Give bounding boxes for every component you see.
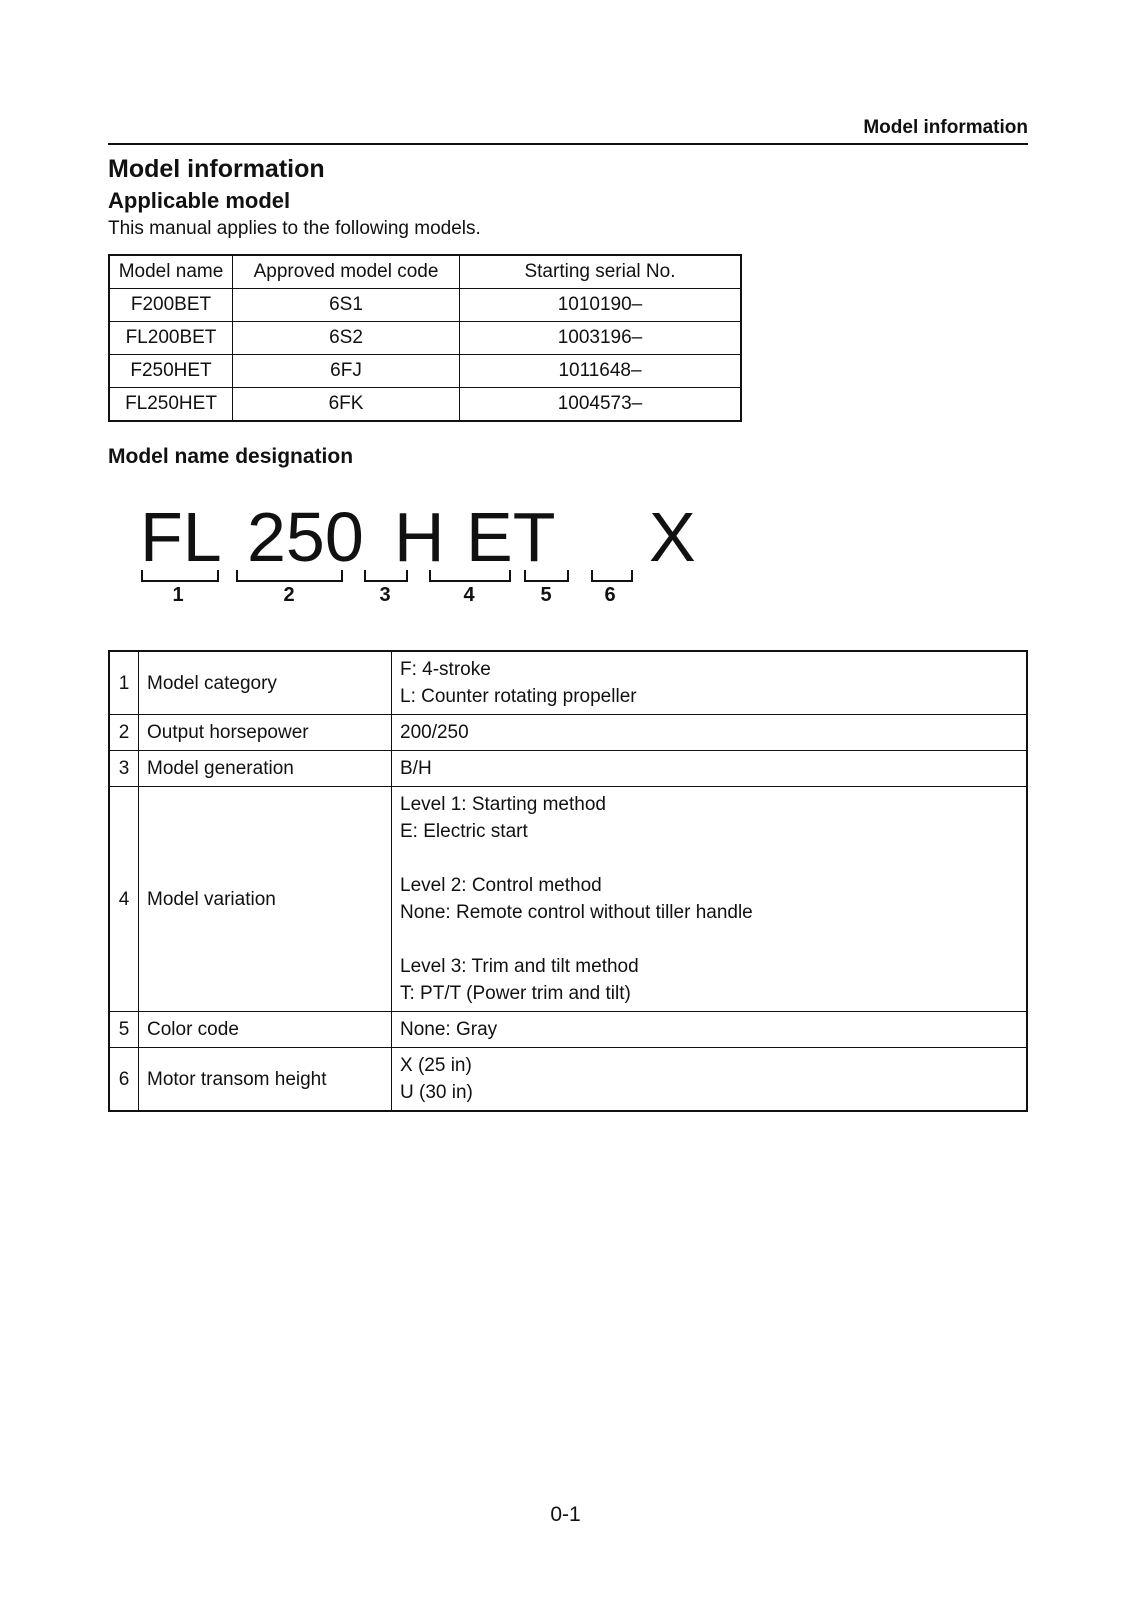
value-line: Level 2: Control method xyxy=(400,875,602,896)
cell: 6FJ xyxy=(233,355,460,388)
cell: 1011648– xyxy=(460,355,742,388)
cell: FL250HET xyxy=(109,388,233,422)
designation-part: 250 xyxy=(247,498,364,576)
table-row xyxy=(109,715,1027,751)
value-line: X (25 in) xyxy=(400,1055,472,1076)
bracket xyxy=(141,570,219,582)
applicable-model-heading: Applicable model xyxy=(108,188,291,213)
designation-part: X xyxy=(649,498,696,576)
cell: 1010190– xyxy=(460,289,742,322)
designation-number: 5 xyxy=(540,584,552,606)
value-line: U (30 in) xyxy=(400,1082,473,1103)
bracket xyxy=(524,570,569,582)
row-value: B/H xyxy=(392,751,1028,787)
running-header: Model information xyxy=(863,117,1028,138)
row-label: Model variation xyxy=(139,787,392,1012)
bracket xyxy=(364,570,408,582)
designation-part: H xyxy=(394,498,445,576)
cell: 1004573– xyxy=(460,388,742,422)
designation-part: FL xyxy=(140,498,222,576)
row-label: Model generation xyxy=(139,751,392,787)
table-row xyxy=(109,787,1027,1012)
row-label: Model category xyxy=(139,651,392,715)
column-header: Approved model code xyxy=(233,255,460,289)
cell: F250HET xyxy=(109,355,233,388)
designation-heading: Model name designation xyxy=(108,445,354,468)
value-line: T: PT/T (Power trim and tilt) xyxy=(400,983,631,1004)
intro-text: This manual applies to the following models. xyxy=(108,218,481,239)
table-row xyxy=(109,388,741,422)
designation-number: 4 xyxy=(463,584,475,606)
table-row xyxy=(109,289,741,322)
row-number: 5 xyxy=(109,1012,139,1048)
row-number: 2 xyxy=(109,715,139,751)
cell: 6S2 xyxy=(233,322,460,355)
cell: 1003196– xyxy=(460,322,742,355)
column-header: Model name xyxy=(109,255,233,289)
value-line: Level 1: Starting method xyxy=(400,794,606,815)
cell: 6S1 xyxy=(233,289,460,322)
bracket xyxy=(591,570,633,582)
row-number: 6 xyxy=(109,1048,139,1112)
row-label: Output horsepower xyxy=(139,715,392,751)
spacer xyxy=(400,845,1018,872)
row-label: Color code xyxy=(139,1012,392,1048)
row-value xyxy=(392,1048,1028,1112)
table-row xyxy=(109,1012,1027,1048)
table-row xyxy=(109,355,741,388)
table-row xyxy=(109,1048,1027,1112)
cell: FL200BET xyxy=(109,322,233,355)
cell: 6FK xyxy=(233,388,460,422)
value-line: Level 3: Trim and tilt method xyxy=(400,956,639,977)
row-number: 4 xyxy=(109,787,139,1012)
table-header-row xyxy=(109,255,741,289)
row-number: 1 xyxy=(109,651,139,715)
designation-number: 6 xyxy=(604,584,616,606)
header-rule xyxy=(108,143,1028,145)
row-value: 200/250 xyxy=(392,715,1028,751)
cell: F200BET xyxy=(109,289,233,322)
bracket xyxy=(236,570,343,582)
page-number: 0-1 xyxy=(550,1503,581,1526)
applicable-model-table xyxy=(108,254,742,422)
table-row xyxy=(109,651,1027,715)
row-label: Motor transom height xyxy=(139,1048,392,1112)
designation-table xyxy=(108,650,1028,1112)
value-line: None: Remote control without tiller handle xyxy=(400,902,753,923)
spacer xyxy=(400,926,1018,953)
designation-part: ET xyxy=(466,498,556,576)
value-line: E: Electric start xyxy=(400,821,528,842)
value-line: F: 4-stroke xyxy=(400,659,491,680)
table-row xyxy=(109,322,741,355)
page-title: Model information xyxy=(108,155,325,183)
column-header: Starting serial No. xyxy=(460,255,742,289)
table-row xyxy=(109,751,1027,787)
bracket xyxy=(429,570,511,582)
designation-number: 1 xyxy=(172,584,184,606)
row-number: 3 xyxy=(109,751,139,787)
row-value xyxy=(392,787,1028,1012)
value-line: L: Counter rotating propeller xyxy=(400,686,637,707)
row-value: None: Gray xyxy=(392,1012,1028,1048)
designation-number: 2 xyxy=(283,584,295,606)
designation-number: 3 xyxy=(379,584,391,606)
row-value xyxy=(392,651,1028,715)
